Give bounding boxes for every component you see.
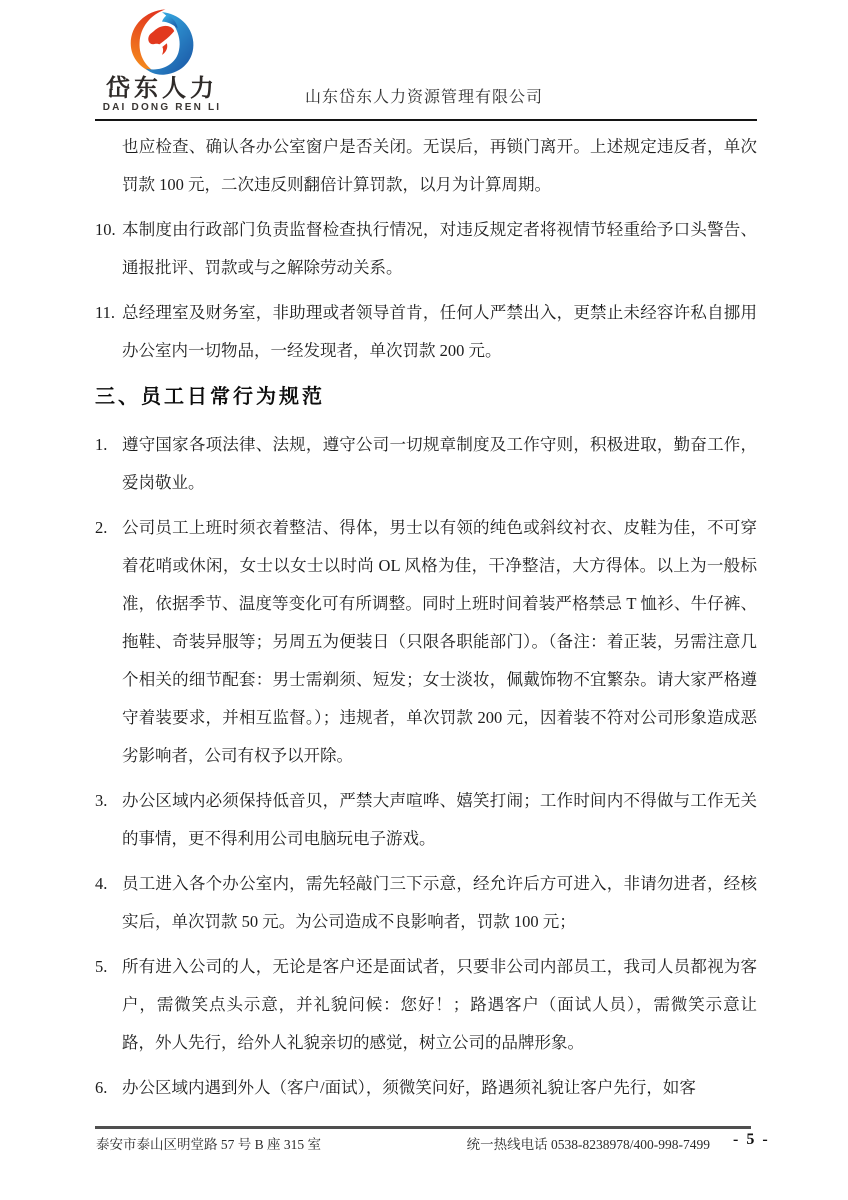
item-text: 办公区域内必须保持低音贝，严禁大声喧哗、嬉笑打闹；工作时间内不得做与工作无关的事情，更不得利用公司电脑玩电子游戏。 <box>122 791 757 848</box>
item-text: 总经理室及财务室，非助理或者领导首肯，任何人严禁出入，更禁止未经容许私自挪用办公室内一切物品，一经发现者，单次罚款 200 元。 <box>122 303 757 360</box>
list-item-2 <box>95 509 757 775</box>
item-number: 1. <box>95 435 108 454</box>
paragraph-continuation: 也应检查、确认各办公室窗户是否关闭。无误后，再锁门离开。上述规定违反者，单次罚款 100 元，二次违反则翻倍计算罚款，以月为计算周期。 <box>122 137 757 194</box>
company-logo <box>96 8 228 113</box>
list-item-10 <box>95 211 757 287</box>
list-item-11 <box>95 294 757 370</box>
list-item-6 <box>95 1069 757 1107</box>
item-number: 2. <box>95 518 108 537</box>
item-number: 11. <box>95 303 116 322</box>
logo-swirl-icon <box>123 8 201 76</box>
header-divider <box>95 119 757 121</box>
item-text: 办公区域内遇到外人（客户/面试），须微笑问好，路遇须礼貌让客户先行，如客 <box>122 1078 696 1097</box>
footer-hotline: 统一热线电话 0538-8238978/400-998-7499 <box>466 1137 710 1152</box>
document-body <box>95 128 757 1114</box>
list-item-1 <box>95 426 757 502</box>
item-text: 遵守国家各项法律、法规，遵守公司一切规章制度及工作守则，积极进取，勤奋工作，爱岗敬业。 <box>122 435 757 492</box>
item-text: 所有进入公司的人，无论是客户还是面试者，只要非公司内部员工，我司人员都视为客户，需微笑点头示意，并礼貌问候：您好！；路遇客户（面试人员），需微笑示意让路，外人先行，给外人礼貌亲切的感觉，树立公司的品牌形象。 <box>122 957 757 1052</box>
item-text: 公司员工上班时须衣着整洁、得体，男士以有领的纯色或斜纹衬衣、皮鞋为佳，不可穿着花哨或休闲，女士以女士以时尚 OL 风格为佳，干净整洁，大方得体。以上为一般标准，依据季节、温度等变化可有所调整。同时上班时间着装严格禁忌 T 恤衫、牛仔裤、拖鞋、奇装异服等；另周五为便装日（只限各职能部门）。（备注：着正装，另需注意几个相关的细节配套：男士需剃须、短发；女士淡妆，佩戴饰物不宜繁杂。请大家严格遵守着装要求，并相互监督。）；违规者，单次罚款 200 元，因着装不符对公司形象造成恶劣影响者，公司有权予以开除。 <box>122 518 757 765</box>
item-number: 4. <box>95 874 108 893</box>
footer-address: 泰安市泰山区明堂路 57 号 B 座 315 室 <box>96 1137 322 1152</box>
logo-pinyin-text: DAI DONG REN LI <box>102 102 222 114</box>
header <box>0 0 848 122</box>
item-number: 10. <box>95 220 116 239</box>
item-number: 3. <box>95 791 108 810</box>
list-item-4 <box>95 865 757 941</box>
list-item-3 <box>95 782 757 858</box>
item-number: 6. <box>95 1078 108 1097</box>
logo-chinese-text: 岱东人力 <box>106 75 218 102</box>
footer-divider <box>95 1126 751 1129</box>
company-name: 山东岱东人力资源管理有限公司 <box>305 89 544 106</box>
section-heading: 三、员工日常行为规范 <box>95 386 325 408</box>
item-text: 本制度由行政部门负责监督检查执行情况，对违反规定者将视情节轻重给予口头警告、通报批评、罚款或与之解除劳动关系。 <box>122 220 757 277</box>
list-item-5 <box>95 948 757 1062</box>
item-number: 5. <box>95 957 108 976</box>
page-number: - 5 - <box>733 1131 770 1148</box>
item-text: 员工进入各个办公室内，需先轻敲门三下示意，经允许后方可进入，非请勿进者，经核实后，单次罚款 50 元。为公司造成不良影响者，罚款 100 元； <box>122 874 757 931</box>
